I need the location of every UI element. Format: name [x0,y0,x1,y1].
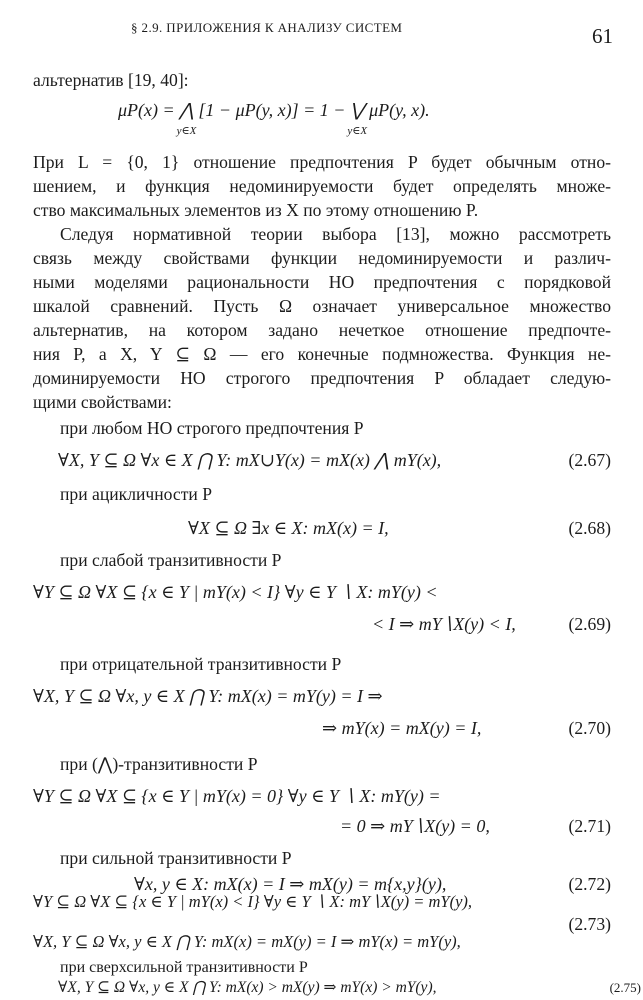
equation-2-74: ∀X, Y ⊆ Ω ∀x, y ∈ X ⋂ Y: mX(x) = mX(y) = I ⇒ mY(x) = mY(y), [33,932,461,951]
condition-heading: при (⋀)-транзитивности P [60,754,258,774]
text-line: альтернатив, на котором задано нечеткое отношение предпочте- [33,320,611,340]
equation-2-69-line2: < I ⇒ mY∖X(y) < I, [372,614,516,634]
condition-heading: при любом НО строгого предпочтения P [60,418,364,438]
text-line: ния P, а X, Y ⊆ Ω — его конечные подмножества. Функция не- [33,344,611,364]
text-line: шением, и функция недоминируемости будет определять множе- [33,176,611,196]
meet-operator: ⋀ y∈X [176,100,197,137]
equation-number: (2.73) [568,914,611,934]
text-line: Следуя нормативной теории выбора [13], можно рассмотреть [60,224,611,244]
text-line: связь между свойствами функции недоминируемости и различ- [33,248,611,268]
equation-2-70-line1: ∀X, Y ⊆ Ω ∀x, y ∈ X ⋂ Y: mX(x) = mY(y) = I ⇒ [33,686,383,706]
text-line: шкалой сравнений. Пусть Ω означает универсальное множество [33,296,611,316]
condition-heading: при отрицательной транзитивности P [60,654,342,674]
equation-2-72: ∀x, y ∈ X: mX(x) = I ⇒ mX(y) = m{x,y}(y), [134,874,447,894]
equation-number: (2.68) [568,518,611,538]
text-line: доминируемости НО строгого предпочтения P обладает следую- [33,368,611,388]
equation-mu-nd [118,98,430,137]
equation-number: (2.72) [568,874,611,894]
equation-number: (2.71) [568,816,611,836]
text-line: альтернатив [19, 40]: [33,70,189,90]
text-line: ными моделями рациональности НО предпочтения с порядковой [33,272,611,292]
equation-2-73: ∀Y ⊆ Ω ∀X ⊆ {x ∈ Y | mY(x) < I} ∀y ∈ Y ∖ X: mY∖X(y) = mY(y), [33,892,473,911]
equation-part: [1 − μP(y, x)] = 1 − [198,100,350,120]
equation-2-75: ∀X, Y ⊆ Ω ∀x, y ∈ X ⋂ Y: mX(x) > mX(y) ⇒ mY(x) > mY(y), [58,979,437,996]
equation-2-70-line2: ⇒ mY(x) = mX(y) = I, [322,718,482,738]
equation-2-71-line1: ∀Y ⊆ Ω ∀X ⊆ {x ∈ Y | mY(x) = 0} ∀y ∈ Y ∖ X: mY(y) = [33,786,441,806]
running-title: § 2.9. ПРИЛОЖЕНИЯ К АНАЛИЗУ СИСТЕМ [131,20,403,35]
page-number: 61 [592,24,613,48]
equation-part: μP(y, x). [369,100,430,120]
equation-2-71-line2: = 0 ⇒ mY∖X(y) = 0, [340,816,490,836]
equation-part: μP(x) = [118,100,180,120]
equation-2-67: ∀X, Y ⊆ Ω ∀x ∈ X ⋂ Y: mX∪Y(x) = mX(x) ⋀ mY(x), [58,450,442,470]
condition-heading: при ацикличности P [60,484,213,504]
join-operator: ⋁ y∈X [347,100,368,137]
equation-number: (2.75) [609,980,641,995]
equation-number: (2.67) [568,450,611,470]
equation-number: (2.69) [568,614,611,634]
equation-2-69-line1: ∀Y ⊆ Ω ∀X ⊆ {x ∈ Y | mY(x) < I} ∀y ∈ Y ∖ X: mY(y) < [33,582,438,602]
condition-heading: при сильной транзитивности P [60,848,292,868]
equation-number: (2.70) [568,718,611,738]
text-line: ство максимальных элементов из X по этому отношению P. [33,200,479,220]
condition-heading: при сверхсильной транзитивности P [60,959,308,976]
text-line: щими свойствами: [33,392,172,412]
condition-heading: при слабой транзитивности P [60,550,282,570]
equation-2-68: ∀X ⊆ Ω ∃x ∈ X: mX(x) = I, [188,518,389,538]
text-line: При L = {0, 1} отношение предпочтения P будет обычным отно- [33,152,611,172]
